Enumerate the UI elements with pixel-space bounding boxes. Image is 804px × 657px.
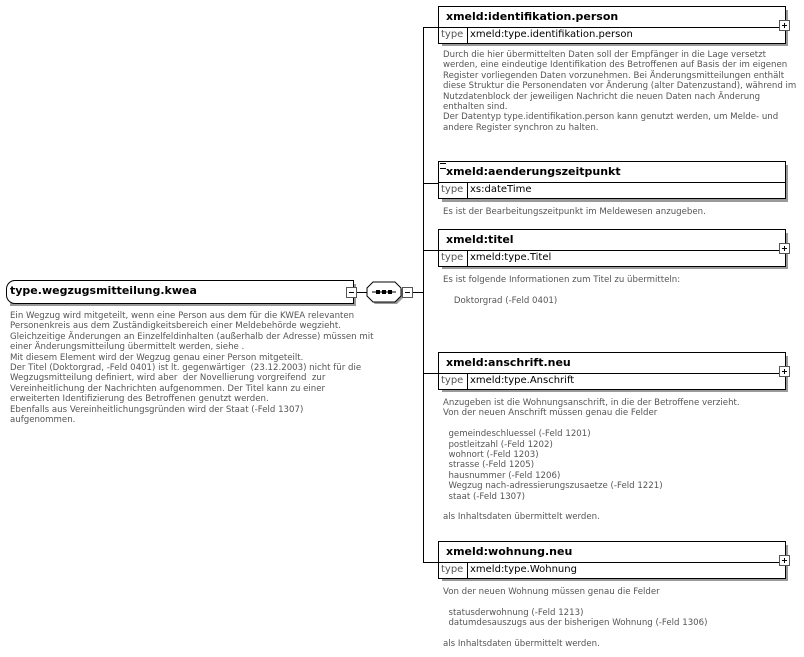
element-type: xmeld:type.Wohnung — [470, 564, 577, 575]
element-type: xs:dateTime — [470, 184, 532, 195]
element-aenderungszeitpunkt[interactable] — [438, 161, 786, 199]
connector-identifikation — [423, 27, 438, 28]
sequence-collapse-icon[interactable] — [402, 287, 413, 298]
connector-wohnung — [423, 562, 438, 563]
element-type: xmeld:type.identifikation.person — [470, 29, 633, 40]
connector-sequence-out — [413, 292, 423, 293]
expand-anschrift-icon[interactable] — [779, 366, 790, 377]
element-documentation: Anzugeben ist die Wohnungsanschrift, in die der Betroffene verzieht. Von der neuen Anschrift müssen genau die Felder gemeindeschluessel (-Feld 1201) postleitzahl (-Feld 1202) wohnort (-Feld 1203) strasse (-Feld 1205) hausnummer (-Feld 1206) Wegzug nach-adressierungszusaetze (-Feld 1221) staat (-Feld 1307) als Inhaltsdaten übermittelt werden. — [443, 398, 740, 523]
element-identifikation-person[interactable] — [438, 6, 786, 44]
type-label: type — [439, 183, 468, 198]
root-type-name: type.wegzugsmitteilung.kwea — [10, 284, 197, 297]
root-collapse-icon[interactable] — [346, 287, 357, 298]
element-documentation: Es ist der Bearbeitungszeitpunkt im Meldewesen anzugeben. — [443, 207, 706, 217]
connector-anschrift — [423, 373, 438, 374]
element-documentation: Von der neuen Wohnung müssen genau die Felder statusderwohnung (-Feld 1213) datumdesauszugs aus der bisherigen Wohnung (-Feld 1306) als Inhaltsdaten übermittelt werden. — [443, 587, 708, 650]
element-name: xmeld:aenderungszeitpunkt — [446, 165, 621, 178]
element-shadow — [442, 199, 788, 202]
expand-identifikation-icon[interactable] — [779, 20, 790, 31]
type-label: type — [439, 563, 468, 578]
element-name: xmeld:anschrift.neu — [446, 356, 571, 369]
element-name: xmeld:identifikation.person — [446, 10, 619, 23]
element-name: xmeld:wohnung.neu — [446, 545, 573, 558]
element-name: xmeld:titel — [446, 233, 514, 246]
element-type: xmeld:type.Titel — [470, 252, 552, 263]
type-label: type — [439, 28, 468, 43]
element-documentation: Durch die hier übermittelten Daten soll der Empfänger in die Lage versetzt werden, eine eindeutige Identifikation des Betroffenen auf Basis der im eigenen Register vorliegenden Daten vorzunehmen. Bei Änderungsmitteilungen enthält diese Struktur die Personendaten vor Änderung (alter Datenzustand), während im Nutzdatenblock der jeweiligen Nachricht die neuen Daten nach Änderung enthalten sind. Der Datentyp type.identifikation.person kann genutzt werden, um Melde- und andere Register synchron zu halten. — [443, 50, 797, 133]
element-documentation: Es ist folgende Informationen zum Titel zu übermitteln: Doktorgrad (-Feld 0401) — [443, 275, 681, 306]
type-label: type — [439, 374, 468, 389]
sequence-compositor-icon[interactable] — [366, 281, 406, 305]
type-label: type — [439, 251, 468, 266]
element-titel[interactable] — [438, 229, 786, 267]
element-type: xmeld:type.Anschrift — [470, 375, 575, 386]
root-type-box[interactable] — [6, 280, 354, 304]
element-anschrift-neu[interactable] — [438, 352, 786, 390]
connector-vertical — [423, 27, 424, 562]
element-wohnung-neu[interactable] — [438, 541, 786, 579]
root-documentation: Ein Wegzug wird mitgeteilt, wenn eine Person aus dem für die KWEA relevanten Personenkreis aus dem Zuständigkeitsbereich einer Meldebehörde wegzieht. Gleichzeitige Änderungen an Einzelfeldinhalten (außerhalb der Adresse) müssen mit einer Änderungsmitteilung übermittelt werden, siehe . Mit diesem Element wird der Wegzug genau einer Person mitgeteilt. Der Titel (Doktorgrad, -Feld 0401) ist lt. gegenwärtiger (23.12.2003) nicht für die Wegzugsmitteilung definiert, wird aber der Novellierung vorgreifend zur Vereinheitlichung der Nachrichten aufgenommen. Der Titel kann zu einer erweiterten Identifizierung des Betroffenen genutzt werden. Ebenfalls aus Vereinheitlichungsgründen wird der Staat (-Feld 1307) aufgenommen. — [10, 311, 374, 426]
connector-titel — [423, 250, 438, 251]
connector-aenderungszeitpunkt — [423, 183, 438, 184]
expand-wohnung-icon[interactable] — [779, 555, 790, 566]
expand-titel-icon[interactable] — [779, 243, 790, 254]
